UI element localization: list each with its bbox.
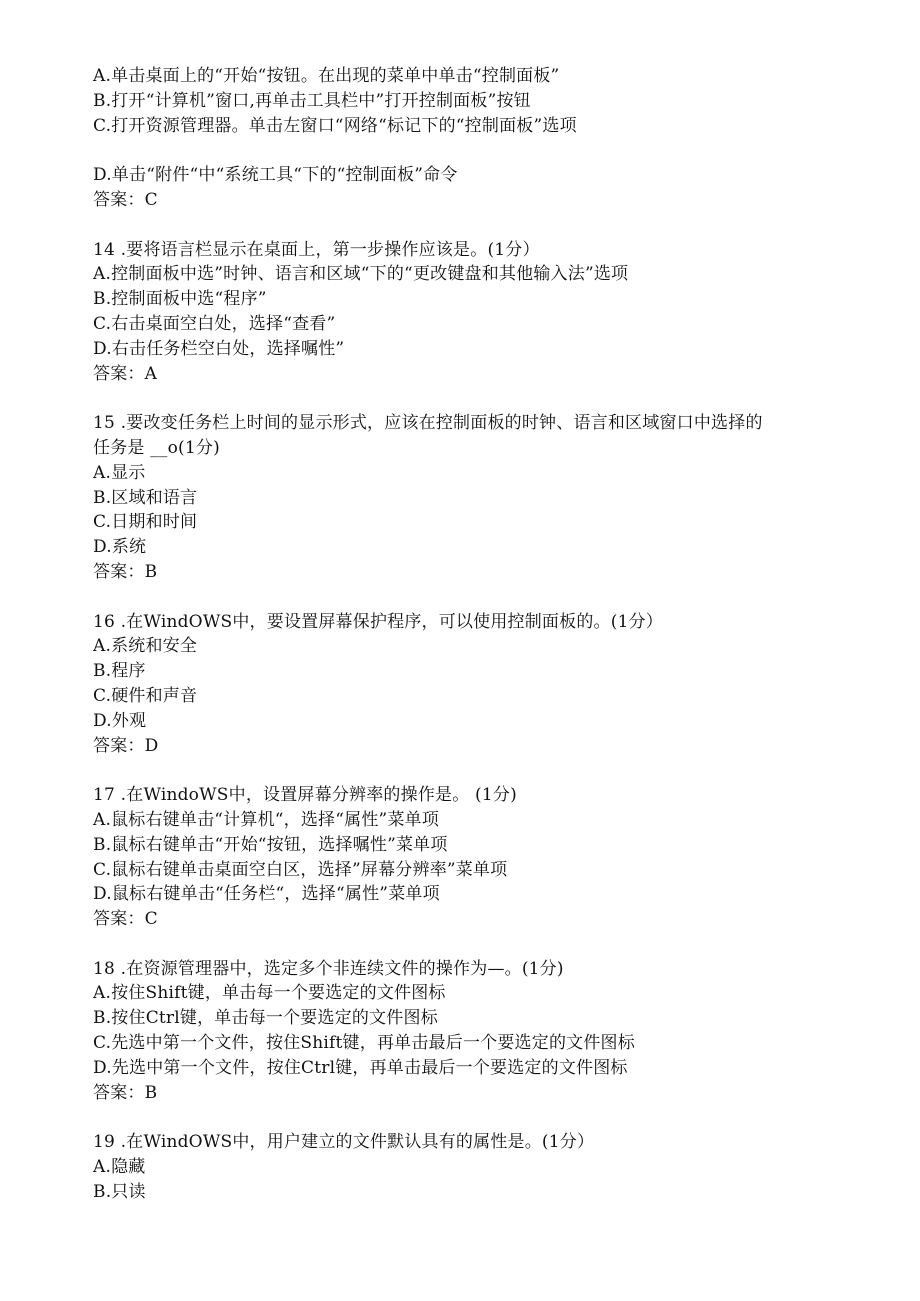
option-a: A.系统和安全	[93, 636, 198, 657]
spacer	[93, 138, 833, 163]
question-15	[93, 411, 833, 585]
option-d: D.鼠标右键单击“任务栏“，选择“属性”菜单项	[93, 884, 440, 905]
answer: 答案：B	[93, 1082, 158, 1103]
option-b: B.控制面板中选“程序”	[93, 289, 267, 310]
spacer	[93, 386, 833, 411]
spacer	[93, 758, 833, 783]
option-d: D.右击任务栏空白处，选择嘱性”	[93, 338, 345, 359]
option-c: C.硬件和声音	[93, 685, 198, 706]
option-a: A.按住Shift键，单击每一个要选定的文件图标	[93, 983, 446, 1004]
answer: 答案：D	[93, 735, 159, 756]
option-a: A.控制面板中选”时钟、语言和区域“下的“更改键盘和其他输入法”选项	[93, 264, 629, 285]
question-text: 16 .在WindOWS中，要设置屏幕保护程序，可以使用控制面板的。(1分）	[93, 611, 663, 632]
option-a: A.鼠标右键单击“计算机“，选择“属性”菜单项	[93, 809, 440, 830]
option-c: C.打开资源管理器。单击左窗口“网络“标记下的“控制面板”选项	[93, 115, 577, 136]
option-b: B.程序	[93, 661, 146, 682]
option-a: A.显示	[93, 462, 146, 483]
option-b: B.区域和语言	[93, 487, 198, 508]
question-text: 14 .要将语言栏显示在桌面上，第一步操作应该是。(1分）	[93, 239, 540, 260]
option-c: C.先选中第一个文件，按住Shift键，再单击最后一个要选定的文件图标	[93, 1033, 635, 1054]
option-c: C.日期和时间	[93, 512, 198, 533]
option-a: A.单击桌面上的“开始“按钮。在出现的菜单中单击“控制面板”	[93, 66, 560, 86]
spacer	[93, 585, 833, 610]
option-d: D.先选中第一个文件，按住Ctrl键，再单击最后一个要选定的文件图标	[93, 1057, 628, 1078]
option-a: A.隐藏	[93, 1157, 146, 1178]
question-text: 17 .在WindoWS中，设置屏幕分辨率的操作是。 (1分)	[93, 785, 517, 806]
answer: 答案：A	[93, 363, 158, 384]
question-text: 19 .在WindOWS中，用户建立的文件默认具有的属性是。(1分）	[93, 1132, 595, 1153]
option-c: C.鼠标右键单击桌面空白区，选择”屏幕分辨率”菜单项	[93, 859, 508, 880]
document-page	[93, 64, 833, 1205]
option-d: D.外观	[93, 710, 147, 731]
spacer	[93, 213, 833, 238]
question-14	[93, 238, 833, 387]
option-d: D.单击“附件“中“系统工具“下的“控制面板”命令	[93, 165, 458, 186]
answer: 答案：B	[93, 561, 158, 582]
option-b: B.鼠标右键单击“开始“按钮，选择嘱性”菜单项	[93, 834, 448, 855]
question-text-cont: 任务是 __o(1分)	[93, 437, 220, 458]
question-17	[93, 783, 833, 932]
question-13-tail	[93, 163, 833, 213]
question-18	[93, 957, 833, 1106]
question-text: 18 .在资源管理器中，选定多个非连续文件的操作为—。(1分)	[93, 958, 564, 979]
option-b: B.按住Ctrl键，单击每一个要选定的文件图标	[93, 1008, 438, 1029]
option-c: C.右击桌面空白处，选择“查看”	[93, 313, 336, 334]
option-b: B.打开“计算机”窗口,再单击工具栏中”打开控制面板”按钮	[93, 90, 531, 111]
spacer	[93, 932, 833, 957]
option-d: D.系统	[93, 537, 147, 558]
answer: 答案：C	[93, 909, 158, 930]
spacer	[93, 1105, 833, 1130]
answer: 答案：C	[93, 189, 158, 210]
question-19	[93, 1130, 833, 1204]
option-b: B.只读	[93, 1181, 146, 1202]
question-13-options	[93, 64, 833, 138]
question-16	[93, 610, 833, 759]
question-text: 15 .要改变任务栏上时间的显示形式，应该在控制面板的时钟、语言和区域窗口中选择的	[93, 413, 763, 434]
